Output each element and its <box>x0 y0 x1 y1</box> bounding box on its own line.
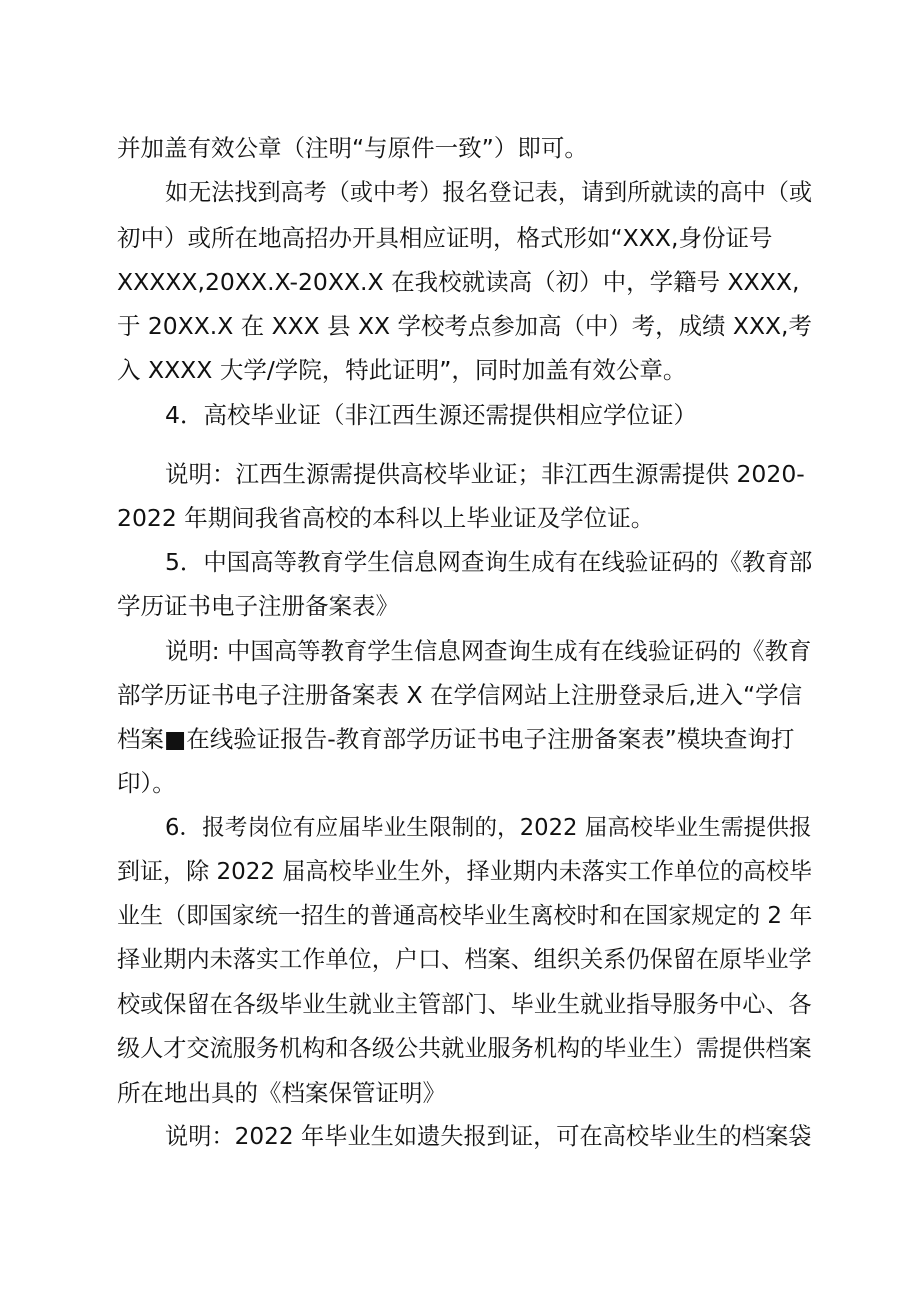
section-heading: 5．中国高等教育学生信息网查询生成有在线验证码的《教育部 <box>165 548 813 576</box>
paragraph-line: 到证，除 2022 届高校毕业生外，择业期内未落实工作单位的高校毕 <box>117 859 813 885</box>
paragraph-line: 初中）或所在地高招办开具相应证明，格式形如“XXX,身份证号 <box>117 224 773 252</box>
paragraph-line: 说明：江西生源需提供高校毕业证；非江西生源需提供 2020- <box>165 460 805 488</box>
paragraph-line: 印）。 <box>117 769 176 797</box>
paragraph-line: 并加盖有效公章（注明“与原件一致”）即可。 <box>117 134 588 162</box>
section-heading: 6．报考岗位有应届毕业生限制的，2022 届高校毕业生需提供报 <box>165 815 812 841</box>
paragraph-line: XXXXX,20XX.X-20XX.X 在我校就读高（初）中，学籍号 XXXX, <box>117 268 800 296</box>
paragraph-line: 档案■在线验证报告-教育部学历证书电子注册备案表”模块查询打 <box>117 725 795 753</box>
paragraph-line: 2022 年期间我省高校的本科以上毕业证及学位证。 <box>117 504 655 532</box>
section-heading-cont: 学历证书电子注册备案表》 <box>117 592 399 620</box>
paragraph-line: 所在地出具的《档案保管证明》 <box>117 1079 446 1107</box>
paragraph-line: 如无法找到高考（或中考）报名登记表，请到所就读的高中（或 <box>165 180 813 206</box>
paragraph-line: 说明: 中国高等教育学生信息网查询生成有在线验证码的《教育 <box>165 637 812 665</box>
paragraph-line: 业生（即国家统一招生的普通高校毕业生离校时和在国家规定的 2 年 <box>117 903 813 929</box>
paragraph-line: 部学历证书电子注册备案表 X 在学信网站上注册登录后,进入“学信 <box>117 681 803 709</box>
paragraph-line: 择业期内未落实工作单位，户口、档案、组织关系仍保留在原毕业学 <box>117 946 812 973</box>
paragraph-line: 于 20XX.X 在 XXX 县 XX 学校考点参加高（中）考，成绩 XXX,考 <box>117 312 812 340</box>
section-heading: 4．高校毕业证（非江西生源还需提供相应学位证） <box>165 401 697 429</box>
paragraph-line: 说明：2022 年毕业生如遗失报到证，可在高校毕业生的档案袋 <box>165 1123 812 1150</box>
paragraph-line: 校或保留在各级毕业生就业主管部门、毕业生就业指导服务中心、各 <box>117 991 812 1018</box>
paragraph-line: 入 XXXX 大学/学院，特此证明”，同时加盖有效公章。 <box>117 356 687 384</box>
paragraph-line: 级人才交流服务机构和各级公共就业服务机构的毕业生）需提供档案 <box>117 1035 812 1062</box>
